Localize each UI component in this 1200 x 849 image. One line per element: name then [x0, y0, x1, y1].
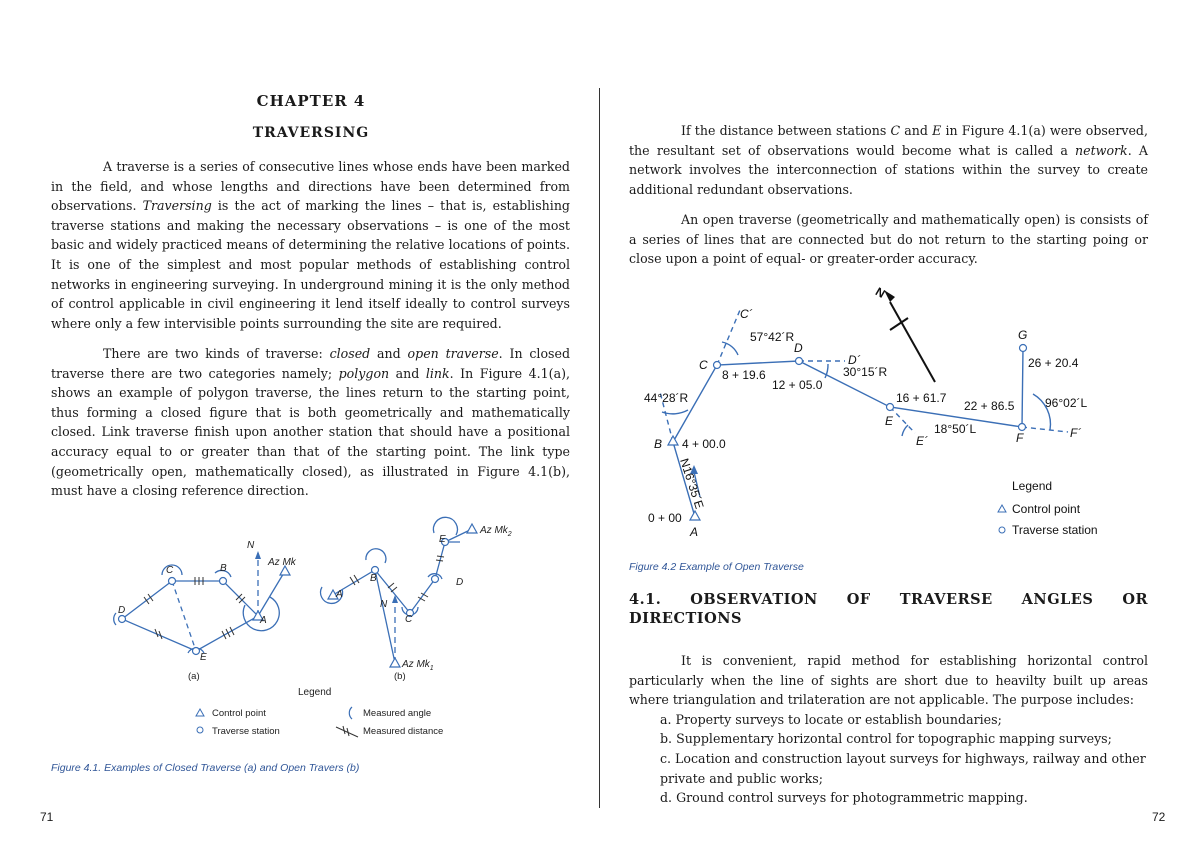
fig2-legend-control: Control point — [1012, 502, 1081, 516]
fig2-north-label: N — [873, 284, 888, 301]
paragraph-traverse-purpose: It is convenient, rapid method for establishing horizontal control particularly when the line of sights are short due to heavilty built up areas where triangulation and trilateration are not applicable. The purpose includes: — [629, 653, 1148, 708]
figure-open-traverse — [640, 282, 1110, 542]
fig1-legend-angle: Measured angle — [363, 708, 432, 719]
fig2-label-dprime: D´ — [848, 353, 861, 367]
fig2-station-c: 8 + 19.6 — [722, 368, 766, 382]
fig1a-label-n: N — [247, 540, 255, 551]
figure-4-2-caption: Figure 4.2 Example of Open Traverse — [629, 561, 804, 573]
fig2-label-c: C — [699, 358, 708, 372]
fig2-angle-b: 44°28´R — [644, 391, 689, 405]
fig1a-caption: (a) — [188, 671, 200, 682]
fig2-station-g: 26 + 20.4 — [1028, 356, 1079, 370]
fig2-label-a: A — [690, 525, 699, 539]
fig2-station-a: 0 + 00 — [648, 511, 682, 525]
fig1a-label-a: A — [260, 615, 267, 626]
page-number-right: 72 — [1152, 810, 1166, 824]
fig1a-label-c: C — [166, 565, 174, 576]
fig1a-label-azmk: Az Mk — [268, 557, 296, 568]
fig2-angle-f: 96°02´L — [1045, 396, 1088, 410]
fig1a-label-d: D — [118, 605, 126, 616]
fig1b-label-e: E — [439, 534, 446, 545]
fig1-legend-title: Legend — [298, 687, 332, 698]
fig1-legend-distance: Measured distance — [363, 726, 444, 737]
fig1b-label-n: N — [380, 599, 388, 610]
fig2-angle-c: 57°42´R — [750, 330, 795, 344]
fig1-legend-control: Control point — [212, 708, 266, 719]
fig2-label-e: E — [885, 414, 894, 428]
fig1a-label-e: E — [200, 652, 207, 663]
section-heading-line2: DIRECTIONS — [629, 610, 742, 627]
figure-4-1-caption: Figure 4.1. Examples of Closed Traverse (a) and Open Travers (b) — [51, 762, 360, 774]
fig1b-label-b: B — [370, 573, 377, 584]
fig2-legend-traverse: Traverse station — [1012, 523, 1098, 537]
fig2-label-g: G — [1018, 328, 1028, 342]
fig1b-label-d: D — [456, 577, 464, 588]
fig1b-label-c: C — [405, 614, 413, 625]
fig2-legend-title: Legend — [1012, 479, 1053, 493]
fig1b-label-azmk2: Az $Mk_2$ — [480, 525, 512, 538]
fig2-label-f: F — [1016, 431, 1024, 445]
fig1b-caption: (b) — [394, 671, 406, 682]
section-heading: 4.1. OBSERVATION OF TRAVERSE ANGLES OR — [629, 591, 1148, 608]
fig2-label-b: B — [654, 437, 663, 451]
page-number-left: 71 — [40, 810, 54, 824]
fig2-label-fprime: F´ — [1070, 426, 1082, 440]
fig1a-label-b: B — [220, 563, 227, 574]
fig2-label-d: D — [794, 341, 803, 355]
fig2-label-cprime: C´ — [740, 307, 753, 321]
paragraph-open-traverse: An open traverse (geometrically and mathematically open) is consists of a series of lines that are connected but do not return to the starting poing or close upon a point of equal- or greater-order accuracy. — [629, 212, 1148, 267]
fig2-bearing: N16°35´E — [677, 456, 707, 511]
fig2-station-f: 22 + 86.5 — [964, 399, 1015, 413]
paragraph-traverse-definition: A traverse is a series of consecutive lines whose ends have been marked in the field, and whose lengths and directions have been determined from observations. Traversing is the act of marking the lines – that is, establishing traverse stations and making the necessary observations – is one of the most basic and widely practiced means of determining the relative locations of points. It is one of the simplest and most popular methods of establishing control networks in engineering surveying. In underground mining it is the only method of control applicable in civil engineering it lend itself ideally to control surveys where only a few intervisible points surrounding the site are required. — [51, 159, 570, 331]
chapter-title: TRAVERSING — [252, 125, 370, 141]
chapter-label: CHAPTER 4 — [256, 92, 366, 110]
list-item: b. Supplementary horizontal control for topographic mapping surveys; — [660, 731, 1112, 746]
fig2-station-e: 16 + 61.7 — [896, 391, 947, 405]
fig2-label-eprime: E´ — [916, 434, 928, 448]
fig2-station-d: 12 + 05.0 — [772, 378, 823, 392]
fig2-angle-e: 18°50´L — [934, 422, 977, 436]
paragraph-traverse-kinds: There are two kinds of traverse: closed and open traverse. In closed traverse there are two categories namely; polygon and link. In Figure 4.1(a), shows an example of polygon traverse, the lines return to the starting point, thus forming a closed figure that is both geometrically and mathematically closed. Link traverse finish upon another station that should have a positional accuracy equal to or greater than that of the starting point. The link type (geometrically open, mathematically closed), as illustrated in Figure 4.1(b), must have a closing reference direction. — [51, 346, 571, 499]
list-item: c. Location and construction layout surveys for highways, railway and other private and public works; — [660, 751, 1146, 786]
fig2-angle-d: 30°15´R — [843, 365, 888, 379]
fig1b-label-a: A — [336, 589, 343, 600]
list-item: a. Property surveys to locate or establish boundaries; — [660, 712, 1002, 727]
fig1b-label-azmk1: Az $Mk_1$ — [402, 659, 434, 672]
fig2-station-b: 4 + 00.0 — [682, 437, 726, 451]
fig1-legend-traverse: Traverse station — [212, 726, 280, 737]
paragraph-network: If the distance between stations C and E in Figure 4.1(a) were observed, the resultant set of observations would become what is called a network. A network involves the interconnection of stations within the survey to create additional redundant observations. — [629, 123, 1148, 197]
figure-closed-open-traverse — [100, 515, 540, 745]
list-item: d. Ground control surveys for photogrammetric mapping. — [660, 790, 1028, 805]
